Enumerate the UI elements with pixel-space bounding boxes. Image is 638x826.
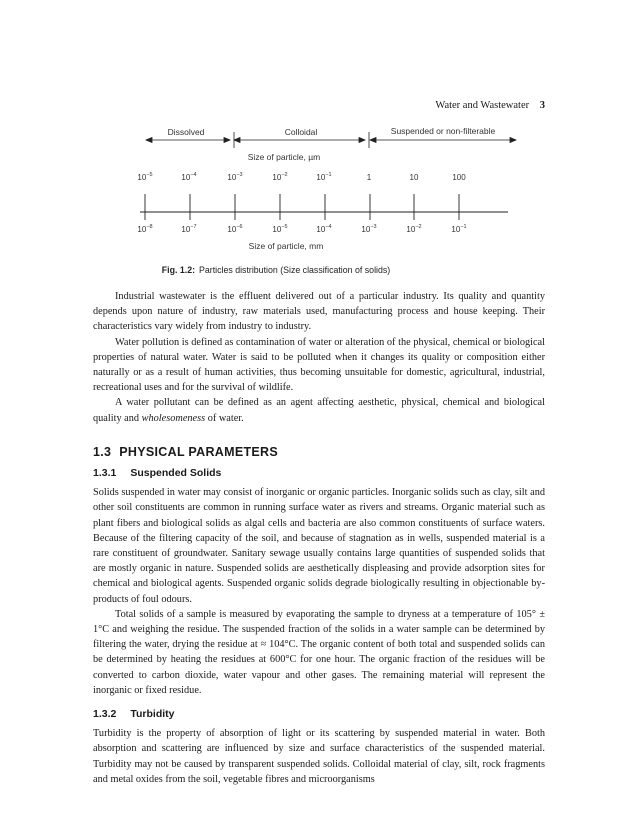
suspended-solids-paragraph-2: Total solids of a sample is measured by evaporating the sample to dryness at a temperature of 105° ± 1°C and weighing the residue. The suspended fraction of the solids in a water sample can be determined by filtering the water, drying the residue at ≈ 104°C. The organic content of both total and suspended solids can be determined by heating the residues at 600°C for one hour. The organic fraction of the residues will be converted to carbon dioxide, water vapour and other gases. The remaining material will represent the inorganic or fixed residue. (93, 608, 545, 696)
category-dissolved: Dissolved (167, 127, 205, 137)
figure-caption: Fig. 1.2: Particles distribution (Size classification of solids) (161, 265, 391, 275)
mm-tick-6: $10^{-3}$ (361, 224, 377, 234)
mm-tick-1: $10^{-8}$ (137, 224, 153, 234)
um-tick-7: 10 (409, 173, 419, 182)
subsection-heading-suspended-solids: 1.3.1 Suspended Solids (93, 467, 222, 480)
mm-tick-7: $10^{-2}$ (406, 224, 422, 234)
running-title: Water and Wastewater (435, 100, 530, 111)
um-tick-2: $10^{-4}$ (181, 172, 197, 182)
body-text (93, 289, 545, 787)
size-axis (140, 194, 508, 220)
mm-tick-4: $10^{-5}$ (272, 224, 288, 234)
intro-paragraph-1: Industrial wastewater is the effluent delivered out of a particular industry. Its quality and quantity depends upon nature of industry, raw materials used, manufacturing process and house keeping. Their characteristics vary widely from industry to industry. (93, 291, 545, 333)
running-header (435, 100, 545, 111)
category-colloidal: Colloidal (284, 127, 318, 137)
mm-tick-2: $10^{-7}$ (181, 224, 197, 234)
mm-tick-5: $10^{-4}$ (316, 224, 332, 234)
um-tick-3: $10^{-3}$ (227, 172, 243, 182)
page-number: 3 (539, 100, 545, 111)
axis-um-label: Size of particle, µm (247, 152, 321, 162)
um-tick-1: $10^{-5}$ (137, 172, 153, 182)
mm-tick-8: $10^{-1}$ (451, 224, 467, 234)
particle-size-figure (120, 118, 520, 278)
mm-tick-3: $10^{-6}$ (227, 224, 243, 234)
um-tick-8: 100 (452, 173, 466, 182)
um-tick-6: 1 (366, 173, 372, 182)
section-heading: 1.3 PHYSICAL PARAMETERS (93, 444, 279, 459)
suspended-solids-paragraph-1: Solids suspended in water may consist of inorganic or organic particles. Inorganic solids such as clay, silt and other soil constituents are common in running surface water as rivers and streams. Organic material such as plant fibers and biological solids as algal cells and bacteria are also common constituents of surface waters. Because of the filtering capacity of the soil, and because of stagnation as in wells, suspended material is a rare constituent of groundwater. Sanitary sewage usually contains large quantities of suspended solids that are mostly organic in nature. Suspended solids are aesthetically displeasing and provide adsorption sites for chemical and biological agents. Suspended organic solids degrade biologically resulting in objectionable by-products of foul odours. (93, 487, 545, 605)
category-suspended: Suspended or non-filterable (390, 126, 496, 136)
axis-mm-label: Size of particle, mm (248, 241, 324, 251)
um-tick-4: $10^{-2}$ (272, 172, 288, 182)
intro-paragraph-3: A water pollutant can be defined as an agent affecting aesthetic, physical, chemical and biological quality and wholesomeness of water. (93, 397, 545, 424)
um-tick-5: $10^{-1}$ (316, 172, 332, 182)
subsection-heading-turbidity: 1.3.2 Turbidity (93, 708, 175, 721)
particle-size-diagram (120, 118, 520, 278)
intro-paragraph-2: Water pollution is defined as contamination of water or alteration of the physical, chemical or biological properties of natural water. Water is said to be polluted when it changes its quality or composition either naturally or as a result of human activities, thus becoming unsuitable for domestic, agricultural, industrial, recreational uses and for the survival of wildlife. (93, 336, 545, 394)
turbidity-paragraph-1: Turbidity is the property of absorption of light or its scattering by suspended material in water. Both absorption and scattering are influenced by size and surface characteristics of the suspended material. Turbidity may not be caused by transparent suspended solids. Colloidal material of clay, silt, rock fragments and metal oxides from the soil, vegetable fibres and microorganisms (93, 728, 545, 785)
